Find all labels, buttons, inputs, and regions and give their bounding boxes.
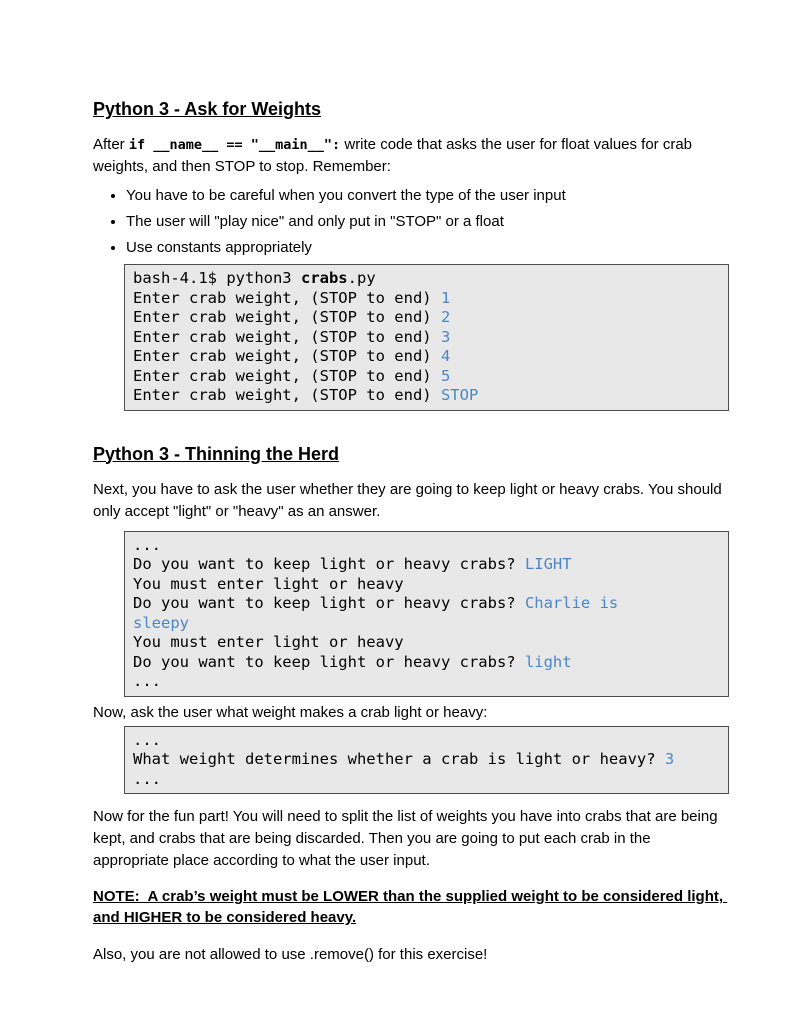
text-segment: ...	[133, 769, 161, 788]
terminal-output-weight-threshold	[124, 726, 729, 795]
text-segment: Enter crab weight, (STOP to end)	[133, 327, 441, 346]
terminal-line	[133, 594, 720, 614]
text-segment: After	[93, 136, 129, 153]
remove-note-paragraph: Also, you are not allowed to use .remove() for this exercise!	[93, 946, 488, 963]
text-segment: ...	[133, 730, 161, 749]
section2-heading: Python 3 - Thinning the Herd	[93, 443, 339, 464]
terminal-line	[133, 328, 720, 348]
bullet-item: • Use constants appropriately	[126, 238, 729, 258]
terminal-line	[133, 614, 720, 634]
user-input-text: sleepy	[133, 613, 189, 632]
terminal-line	[133, 269, 720, 289]
text-segment: bash-4.1$ python3	[133, 269, 301, 287]
terminal-line	[133, 367, 720, 387]
text-segment: Enter crab weight, (STOP to end)	[133, 386, 441, 404]
section1-heading: Python 3 - Ask for Weights	[93, 99, 322, 119]
text-segment: You must enter light or heavy	[133, 633, 404, 651]
user-input-text: 3	[440, 327, 451, 346]
user-input-text: STOP	[440, 386, 479, 404]
section1-intro-paragraph	[93, 134, 729, 178]
terminal-line	[133, 347, 720, 367]
text-segment: Next, you have to ask the user whether they are going to keep light or heavy crabs. You should only accept "light" or "heavy" as an answer.	[93, 480, 726, 520]
terminal-line	[133, 555, 720, 575]
text-segment: What weight determines whether a crab is light or heavy?	[133, 750, 665, 768]
terminal-output-light-heavy	[124, 531, 729, 697]
text-segment: Enter crab weight, (STOP to end)	[133, 288, 441, 307]
text-segment: .py	[347, 269, 376, 287]
terminal-line	[133, 633, 720, 653]
user-input-text: 5	[440, 366, 451, 385]
terminal-line	[133, 308, 720, 328]
note-paragraph: NOTE: A crab’s weight must be LOWER than the supplied weight to be considered light, and HIGHER to be considered heavy.	[93, 888, 728, 926]
bullet-item: • The user will "play nice" and only put in "STOP" or a float	[126, 212, 729, 232]
text-segment: Do you want to keep light or heavy crabs?	[133, 594, 525, 612]
text-segment: crabs	[300, 269, 348, 287]
terminal-line	[133, 672, 720, 692]
text-segment: write code that asks the user for float values for crab weights, and then STOP to stop. Remember:	[93, 136, 697, 175]
user-input-text: Charlie is	[524, 594, 619, 612]
terminal-output-ask-weights	[124, 264, 729, 411]
text-segment: Do you want to keep light or heavy crabs?	[133, 652, 525, 671]
user-input-text: 1	[440, 288, 451, 307]
fun-part-paragraph: Now for the fun part! You will need to split the list of weights you have into crabs that are being kept, and crabs that are being discarded. Then you are going to put each crab in the appropriate place according to what the user input.	[93, 808, 722, 869]
user-input-text: 2	[440, 308, 451, 326]
terminal-line	[133, 653, 720, 673]
section1-bullet-list	[93, 186, 729, 258]
text-segment: ...	[133, 535, 161, 554]
user-input-text: LIGHT	[524, 555, 572, 573]
terminal-line	[133, 386, 720, 406]
ask-weight-paragraph: Now, ask the user what weight makes a crab light or heavy:	[93, 703, 488, 721]
terminal-line	[133, 750, 720, 770]
text-segment: Enter crab weight, (STOP to end)	[133, 366, 441, 385]
user-input-text: light	[524, 652, 572, 671]
terminal-line	[133, 289, 720, 309]
text-segment: You must enter light or heavy	[133, 574, 404, 593]
user-input-text: 4	[440, 347, 451, 365]
terminal-line	[133, 575, 720, 595]
text-segment: Enter crab weight, (STOP to end)	[133, 308, 441, 326]
terminal-line	[133, 536, 720, 556]
user-input-text: 3	[664, 750, 675, 768]
text-segment: Enter crab weight, (STOP to end)	[133, 347, 441, 365]
text-segment: Do you want to keep light or heavy crabs?	[133, 555, 525, 573]
text-segment: if __name__ == "__main__":	[128, 137, 341, 153]
terminal-line	[133, 731, 720, 751]
text-segment: ...	[133, 672, 161, 690]
section2-intro-paragraph	[93, 479, 729, 523]
bullet-item: • You have to be careful when you convert the type of the user input	[126, 186, 729, 206]
terminal-line	[133, 770, 720, 790]
